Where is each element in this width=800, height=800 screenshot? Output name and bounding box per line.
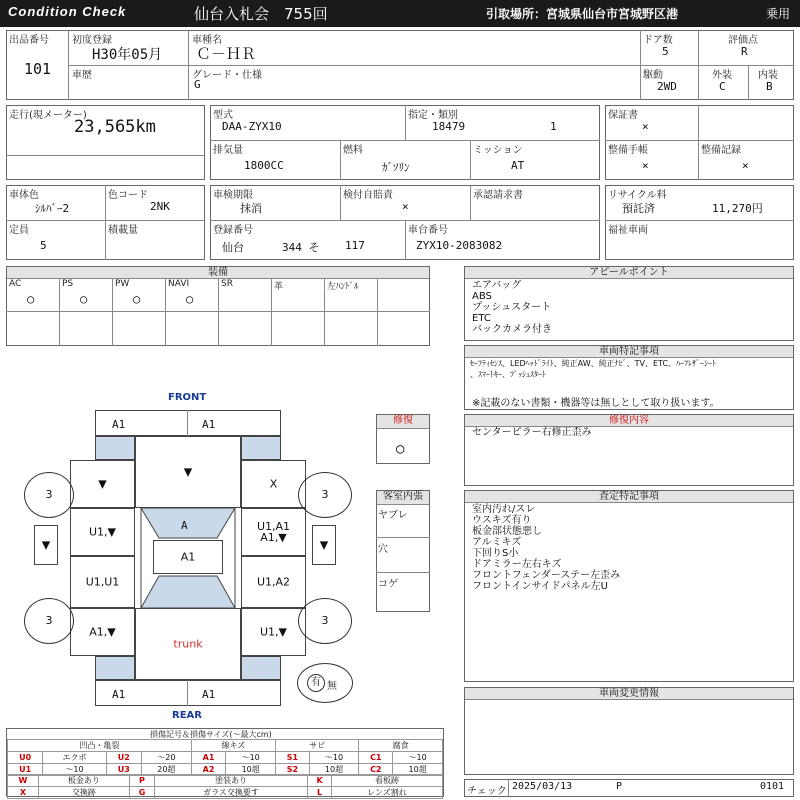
spare-yes-mark: 有 (307, 674, 325, 692)
equipment-label-2: PW (115, 279, 130, 289)
tire-rear-left: 3 (24, 598, 74, 644)
chassis-number: ZYX10-2083082 (416, 239, 503, 252)
warranty: × (642, 120, 649, 133)
equipment-label-4: SR (221, 279, 233, 289)
rear-bumper-right: A1 (202, 688, 216, 701)
capacity: 5 (40, 239, 47, 252)
equipment-label-0: AC (9, 279, 22, 289)
plate-label: 登録番号 (213, 225, 253, 236)
mileage-label: 走行(現メーター) (9, 110, 87, 121)
hood: ▼ (135, 436, 241, 508)
mileage: 23,565km (74, 117, 156, 137)
lot-label: 出品番号 (9, 35, 49, 46)
assessment-title: 査定特記事項 (465, 491, 793, 503)
color-code-label: 色コード (108, 190, 148, 201)
plate-class: 344 そ (282, 241, 320, 254)
tire-front-left: 3 (24, 472, 74, 518)
headlight-right (241, 436, 281, 460)
inspection: 抹消 (240, 202, 262, 215)
door-front-right: U1,A1 A1,▼ (241, 508, 306, 556)
tire-front-right: 3 (298, 472, 352, 518)
legend-title: 損傷記号＆損傷サイズ(～最大cm) (150, 730, 272, 739)
trunk: trunk (135, 608, 241, 680)
score: R (741, 45, 748, 58)
roof-front: A (181, 519, 188, 532)
model-name: Ｃ－ＨＲ (196, 45, 257, 63)
door-rear-right: U1,A2 (241, 556, 306, 608)
liability-label: 検付自賠責 (343, 190, 393, 201)
cabin-item-tear: ヤブレ (378, 510, 408, 521)
inspection-label: 車検期限 (213, 190, 253, 201)
model-type: DAA-ZYX10 (222, 120, 282, 133)
equipment-mark-3: ○ (186, 292, 194, 306)
plate-number: 117 (345, 239, 365, 252)
ext-score: C (719, 80, 726, 93)
auction-name: 仙台入札会 755回 (194, 5, 328, 23)
equipment-label-1: PS (62, 279, 74, 289)
cabin-item-burn: コゲ (378, 579, 398, 590)
recycle-label: リサイクル料 (608, 190, 667, 201)
headlight-left (95, 436, 135, 460)
history-label: 車歴 (72, 70, 92, 81)
fuel-label: 燃料 (343, 145, 363, 156)
tire-rear-right: 3 (298, 598, 352, 644)
classification: 1 (550, 120, 557, 133)
cabin-item-hole: 穴 (378, 544, 388, 555)
first-reg-label: 初度登録 (72, 35, 112, 46)
mirror-left: ▼ (34, 525, 58, 565)
repair-detail-text: センターピラー右修正歪み (472, 427, 592, 438)
spare-no: 無 (327, 681, 337, 692)
drive-label: 駆動 (643, 70, 663, 81)
appeal-list: エアバッグ ABS プッシュスタート ETC バックカメラ付き (472, 280, 552, 335)
rear-label: REAR (172, 710, 202, 721)
check-mark: P (616, 781, 623, 792)
cabin-title: 客室内張 (377, 491, 429, 505)
repair-label: 修復 (377, 415, 429, 429)
grade: G (194, 78, 201, 91)
capacity-label: 定員 (9, 225, 29, 236)
load-label: 積載量 (108, 225, 138, 236)
fuel: ｶﾞｿﾘﾝ (382, 161, 410, 174)
special-text: ｾｰﾌﾃｨｾﾝｽ、LEDﾍｯﾄﾞﾗｲﾄ、純正AW、純正ﾅﾋﾞ、TV、ETC、ﾊｰﾌﾚｻﾞｰｼｰﾄ 、ｽﾏｰﾄｷｰ、ﾌﾟｯｼｭｽﾀｰﾄ (470, 359, 717, 379)
fender-front-left: ▼ (70, 460, 135, 508)
changes-block (464, 687, 794, 775)
equipment-mark-1: ○ (80, 292, 88, 306)
repair-detail-title: 修復内容 (465, 415, 793, 427)
drive: 2WD (657, 80, 677, 93)
welfare-label: 福祉車両 (608, 225, 648, 236)
check-date: 2025/03/13 (512, 781, 573, 792)
assessment-list: 室内汚れ/スレ ウスキズ有り 板金部状態悪し アルミキズ 下回りS小 ドアミラー左右キズ フロントフェンダーステー左歪み フロントインサイドパネル左U (472, 504, 621, 592)
designation: 18479 (432, 120, 466, 133)
type-label: 型式 (213, 110, 233, 121)
door-front-left: U1,▼ (70, 508, 135, 556)
sheet-title: Condition Check (8, 4, 127, 19)
legend-table-2: W 板金あり P 塗装あり K 看板跡 X 交換跡 G ガラス交換要す L レンズ割れ (7, 774, 443, 799)
mirror-right: ▼ (312, 525, 336, 565)
int-label: 内装 (758, 70, 778, 81)
chassis-label: 車台番号 (408, 225, 448, 236)
equipment-title: 装備 (7, 267, 429, 279)
repair-mark: ○ (396, 441, 405, 457)
color: ｼﾙﾊﾞｰ2 (35, 202, 70, 215)
front-bumper-right: A1 (202, 418, 216, 431)
displacement: 1800CC (244, 159, 284, 172)
fender-front-right: X (241, 460, 306, 508)
pickup-location: 引取場所：宮城県仙台市宮城野区港 (486, 7, 679, 21)
front-bumper-left: A1 (112, 418, 126, 431)
taillight-right (241, 656, 281, 680)
mission: AT (511, 159, 525, 172)
displacement-label: 排気量 (213, 145, 243, 156)
special-title: 車両特記事項 (465, 346, 793, 358)
manual-label: 整備手帳 (608, 145, 648, 156)
rear-bumper-left: A1 (112, 688, 126, 701)
check-label: チェック (467, 786, 507, 797)
mission-label: ミッション (473, 145, 523, 156)
approval-label: 承認請求書 (473, 190, 523, 201)
special-note: ※記載のない書類・機器等は無しとして取り扱います。 (472, 398, 720, 409)
door-rear-left: U1,U1 (70, 556, 135, 608)
changes-title: 車両変更情報 (465, 688, 793, 700)
recycle-status: 預託済 (622, 202, 655, 215)
grade-label: グレード・仕様 (192, 70, 262, 81)
equipment-label-5: 革 (274, 282, 284, 292)
spare-tire (297, 663, 353, 703)
doors: 5 (662, 45, 669, 58)
equipment-label-3: NAVI (168, 279, 190, 289)
equipment-mark-0: ○ (27, 292, 35, 306)
record-label: 整備記録 (701, 145, 741, 156)
color-code: 2NK (150, 200, 170, 213)
warranty-label: 保証書 (608, 110, 638, 121)
lot-number: 101 (24, 60, 52, 78)
equipment-mark-2: ○ (133, 292, 141, 306)
check-code: 0101 (760, 781, 785, 792)
quarter-right: U1,▼ (241, 608, 306, 656)
model-label: 車種名 (192, 35, 222, 46)
equipment-label-6: 左ﾊﾝﾄﾞﾙ (327, 282, 359, 292)
plate-area: 仙台 (222, 241, 244, 254)
record: × (742, 159, 749, 172)
int-score: B (766, 80, 773, 93)
vehicle-category: 乗用 (766, 7, 791, 21)
score-label: 評価点 (728, 35, 758, 46)
manual: × (642, 159, 649, 172)
ext-label: 外装 (712, 70, 732, 81)
color-label: 車体色 (9, 190, 39, 201)
quarter-left: A1,▼ (70, 608, 135, 656)
header-bar (0, 0, 800, 27)
roof: A1 (153, 540, 223, 574)
first-reg: H30年05月 (92, 47, 163, 63)
liability: × (402, 200, 409, 213)
taillight-left (95, 656, 135, 680)
designation-label: 指定・類別 (408, 110, 458, 121)
front-label: FRONT (168, 392, 207, 403)
recycle-fee: 11,270円 (712, 202, 763, 215)
doors-label: ドア数 (643, 35, 673, 46)
appeal-title: アピールポイント (465, 267, 793, 279)
legend-table: 凹凸・亀裂 線キズ サビ 腐食 U0 エクボ U2 ～20 A1 ～10 S1 ～10 C1 ～10 U1 ～10 U3 20超 A2 10超 S2 10超 C2 10超 (7, 739, 443, 776)
